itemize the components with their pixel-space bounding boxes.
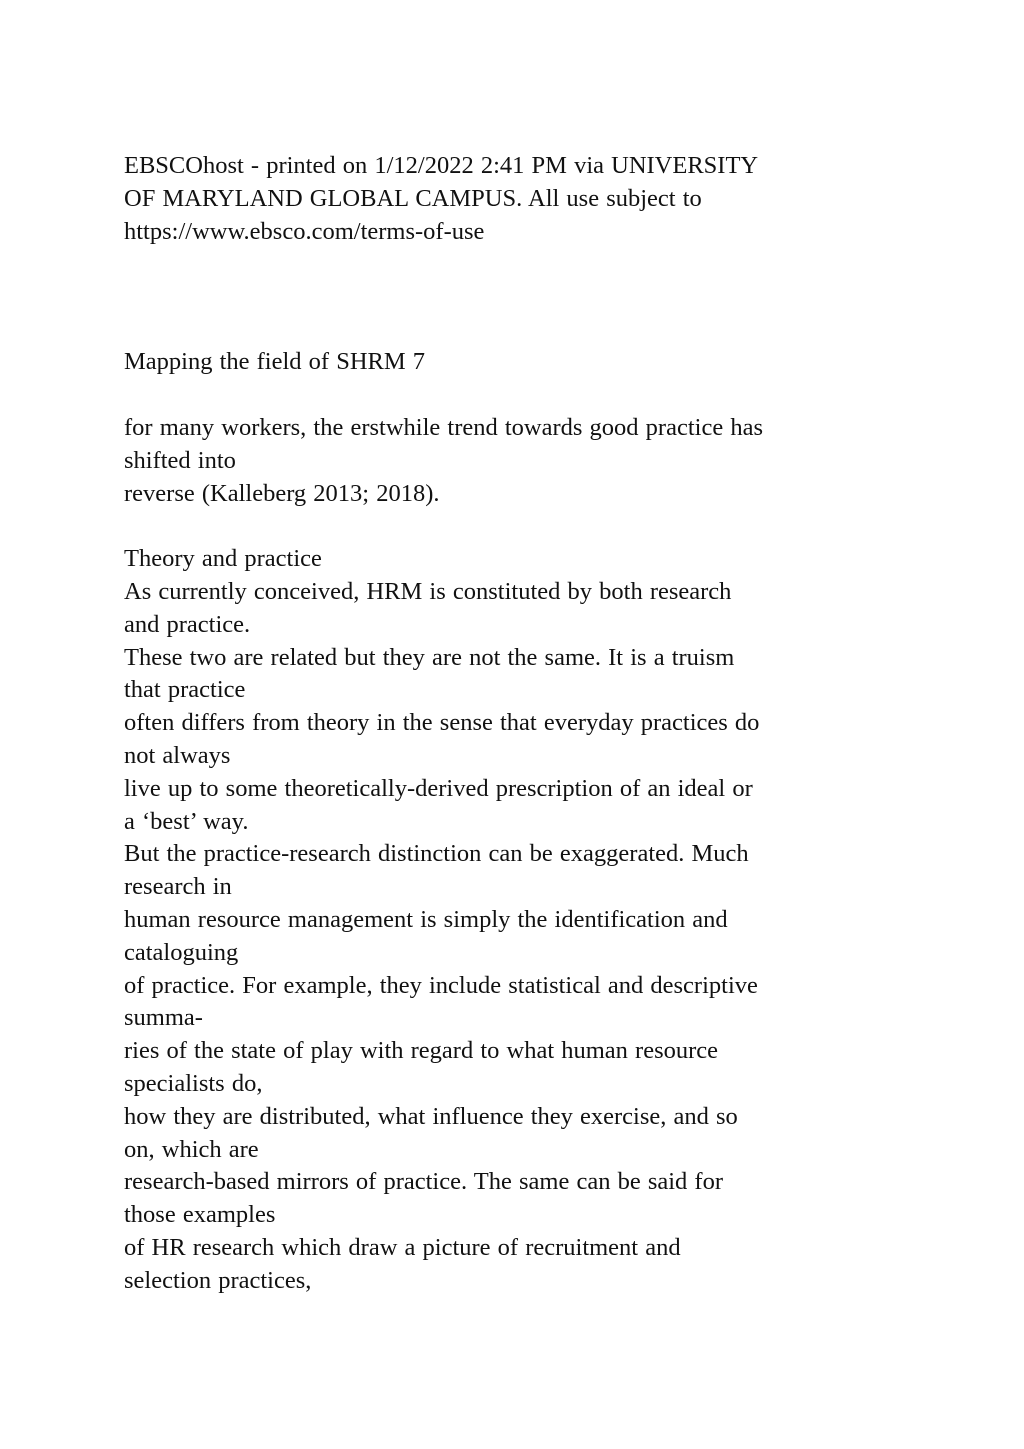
text-line: reverse (Kalleberg 2013; 2018). xyxy=(124,479,440,507)
text-line: But the practice-research distinction can be exaggerated. Much xyxy=(124,840,749,868)
text-line: shifted into xyxy=(124,446,236,474)
header-line: https://www.ebsco.com/terms-of-use xyxy=(124,217,485,245)
text-line: a ‘best’ way. xyxy=(124,807,249,835)
document-page xyxy=(124,150,914,1298)
header-line: OF MARYLAND GLOBAL CAMPUS. All use subject to xyxy=(124,184,702,212)
text-line: cataloguing xyxy=(124,938,239,966)
text-line: not always xyxy=(124,741,231,769)
running-head: Mapping the field of SHRM 7 xyxy=(124,348,426,376)
text-line: and practice. xyxy=(124,610,251,638)
header-line: EBSCOhost - printed on 1/12/2022 2:41 PM via UNIVERSITY xyxy=(124,152,759,179)
text-line: ries of the state of play with regard to what human resource xyxy=(124,1037,719,1065)
text-line: of practice. For example, they include statistical and descriptive xyxy=(124,971,758,999)
section-heading: Theory and practice xyxy=(124,545,322,573)
text-line: As currently conceived, HRM is constituted by both research xyxy=(124,577,732,605)
paragraph xyxy=(124,576,914,1298)
text-line: on, which are xyxy=(124,1135,259,1163)
text-line: often differs from theory in the sense that everyday practices do xyxy=(124,709,760,737)
text-line: that practice xyxy=(124,676,246,704)
text-line: selection practices, xyxy=(124,1266,312,1294)
text-line: of HR research which draw a picture of recruitment and xyxy=(124,1233,681,1261)
text-line: research in xyxy=(124,873,232,901)
text-line: human resource management is simply the identification and xyxy=(124,905,728,933)
paragraph xyxy=(124,412,914,510)
text-line: those examples xyxy=(124,1201,276,1229)
text-line: live up to some theoretically-derived prescription of an ideal or xyxy=(124,774,753,802)
text-line: how they are distributed, what influence they exercise, and so xyxy=(124,1102,738,1130)
text-line: for many workers, the erstwhile trend towards good practice has xyxy=(124,413,763,441)
text-line: specialists do, xyxy=(124,1069,263,1097)
text-line: research-based mirrors of practice. The same can be said for xyxy=(124,1168,723,1196)
text-line: These two are related but they are not the same. It is a truism xyxy=(124,643,735,671)
text-line: summa- xyxy=(124,1004,203,1032)
ebsco-header xyxy=(124,150,914,248)
